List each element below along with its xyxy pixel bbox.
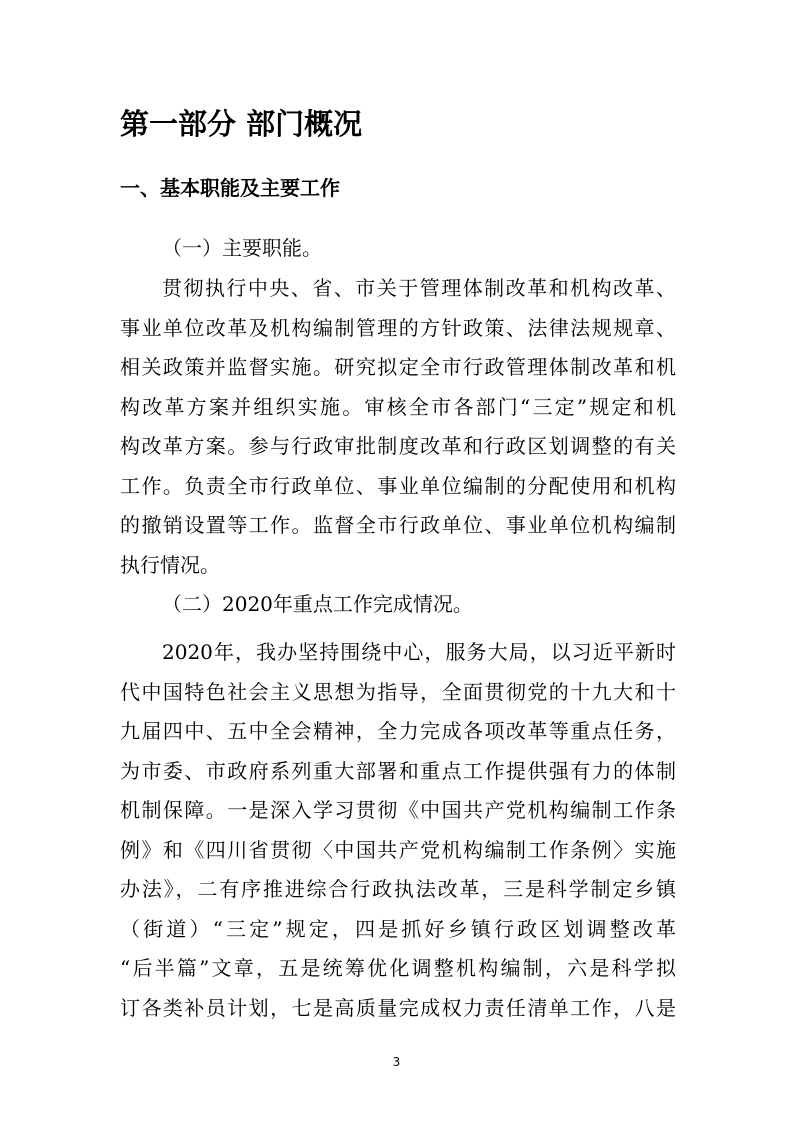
paragraph-line: 机制保障。一是深入学习贯彻《中国共产党机构编制工作条: [120, 798, 676, 822]
paragraph-line: 办法》，二有序推进综合行政执法改革，三是科学制定乡镇: [120, 877, 676, 901]
paragraph-line: 构改革方案并组织实施。审核全市各部门“三定”规定和机: [120, 395, 676, 419]
paragraph-line: 的撤销设置等工作。监督全市行政单位、事业单位机构编制: [120, 513, 676, 537]
paragraph-line: 订各类补员计划，七是高质量完成权力责任清单工作，八是: [120, 996, 676, 1020]
page-title: 第一部分 部门概况: [120, 107, 363, 141]
page-number: 3: [392, 1055, 401, 1069]
paragraph-line: “后半篇”文章，五是统筹优化调整机构编制，六是科学拟: [120, 956, 676, 980]
sub-heading-main-functions: （一）主要职能。: [162, 236, 322, 260]
paragraph-line: （街道）“三定”规定，四是抓好乡镇行政区划调整改革: [120, 917, 676, 941]
paragraph-line: 工作。负责全市行政单位、事业单位编制的分配使用和机构: [120, 474, 676, 498]
paragraph-line: 事业单位改革及机构编制管理的方针政策、法律法规规章、: [120, 316, 676, 340]
paragraph-line: 九届四中、五中全会精神，全力完成各项改革等重点任务，: [120, 719, 676, 743]
paragraph-line: 贯彻执行中央、省、市关于管理体制改革和机构改革、: [162, 276, 676, 300]
paragraph-line: 为市委、市政府系列重大部署和重点工作提供强有力的体制: [120, 759, 676, 783]
paragraph-line: 相关政策并监督实施。研究拟定全市行政管理体制改革和机: [120, 355, 676, 379]
paragraph-line: 例》和《四川省贯彻〈中国共产党机构编制工作条例〉实施: [120, 838, 676, 862]
sub-heading-key-work: （二）2020年重点工作完成情况。: [162, 592, 473, 616]
paragraph-line: 执行情况。: [120, 553, 220, 577]
paragraph-line: 2020年，我办坚持围绕中心，服务大局，以习近平新时: [162, 640, 676, 664]
paragraph-line: 代中国特色社会主义思想为指导，全面贯彻党的十九大和十: [120, 680, 676, 704]
paragraph-line: 构改革方案。参与行政审批制度改革和行政区划调整的有关: [120, 434, 676, 458]
section-heading: 一、基本职能及主要工作: [120, 176, 340, 200]
